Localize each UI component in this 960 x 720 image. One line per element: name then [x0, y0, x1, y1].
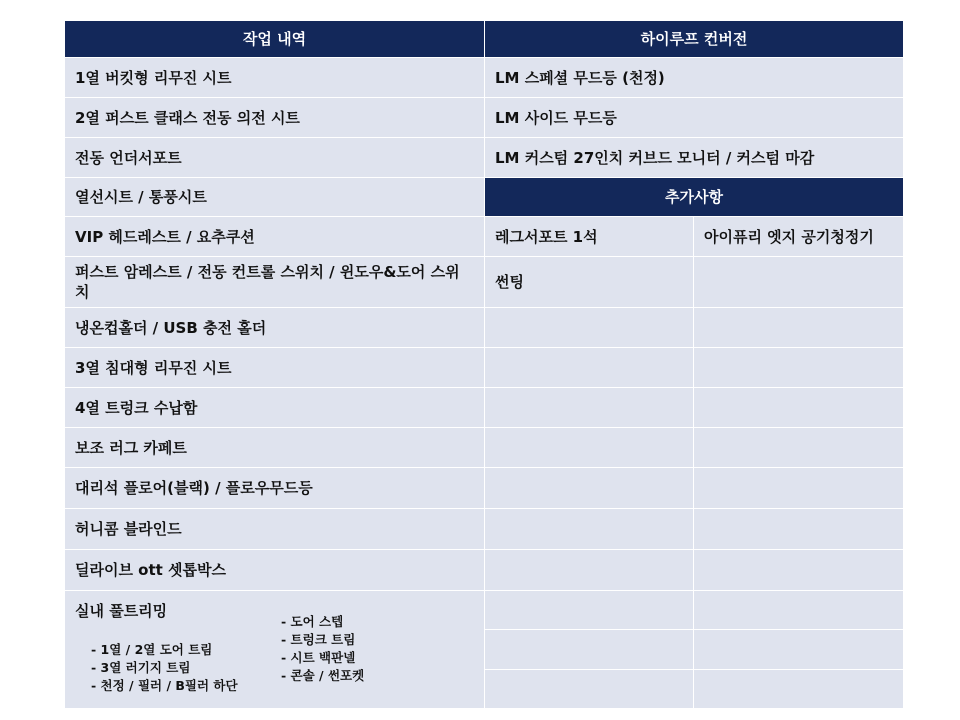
work-item: 4열 트렁크 수납함 — [65, 388, 485, 428]
empty-cell — [485, 591, 694, 630]
empty-cell — [694, 630, 904, 670]
empty-cell — [485, 428, 694, 468]
list-item: - 3열 러기지 트림 — [91, 659, 238, 677]
list-item: - 1열 / 2열 도어 트림 — [91, 641, 238, 659]
work-item: 전동 언더서포트 — [65, 138, 485, 178]
extras-cell: 아이퓨리 엣지 공기청정기 — [694, 217, 904, 257]
empty-cell — [694, 468, 904, 509]
list-item: - 콘솔 / 썬포켓 — [281, 667, 364, 685]
work-item: 딜라이브 ott 셋톱박스 — [65, 550, 485, 591]
empty-cell — [485, 630, 694, 670]
list-item: - 천정 / 필러 / B필러 하단 — [91, 677, 238, 695]
interior-trim-title: 실내 풀트리밍 — [75, 602, 168, 620]
work-item: 대리석 플로어(블랙) / 플로우무드등 — [65, 468, 485, 509]
high-roof-item: LM 스페셜 무드등 (천정) — [485, 58, 904, 98]
empty-cell — [485, 509, 694, 550]
empty-cell — [485, 468, 694, 509]
high-roof-item: LM 커스텀 27인치 커브드 모니터 / 커스텀 마감 — [485, 138, 904, 178]
extras-cell: 썬팅 — [485, 257, 694, 308]
work-item: 3열 침대형 리무진 시트 — [65, 348, 485, 388]
list-item: - 트렁크 트림 — [281, 631, 364, 649]
empty-cell — [485, 348, 694, 388]
interior-trim-list-left — [91, 641, 238, 695]
empty-cell — [694, 308, 904, 348]
empty-cell — [485, 308, 694, 348]
empty-cell — [485, 388, 694, 428]
header-extras: 추가사항 — [485, 178, 904, 217]
high-roof-item: LM 사이드 무드등 — [485, 98, 904, 138]
extras-cell — [694, 257, 904, 308]
empty-cell — [694, 591, 904, 630]
work-table — [64, 20, 904, 709]
header-high-roof: 하이루프 컨버전 — [485, 21, 904, 58]
empty-cell — [694, 509, 904, 550]
work-item: 열선시트 / 통풍시트 — [65, 178, 485, 217]
header-work-items: 작업 내역 — [65, 21, 485, 58]
empty-cell — [694, 348, 904, 388]
interior-trim-list-right — [281, 613, 364, 685]
list-item: - 도어 스텝 — [281, 613, 364, 631]
interior-trim-cell — [65, 591, 485, 709]
work-item: 보조 러그 카페트 — [65, 428, 485, 468]
empty-cell — [694, 550, 904, 591]
work-item: 냉온컵홀더 / USB 충전 홀더 — [65, 308, 485, 348]
empty-cell — [485, 670, 694, 709]
empty-cell — [694, 388, 904, 428]
list-item: - 시트 백판넬 — [281, 649, 364, 667]
work-item: 2열 퍼스트 클래스 전동 의전 시트 — [65, 98, 485, 138]
work-item: 퍼스트 암레스트 / 전동 컨트롤 스위치 / 윈도우&도어 스위치 — [65, 257, 485, 308]
empty-cell — [694, 670, 904, 709]
work-item: VIP 헤드레스트 / 요추쿠션 — [65, 217, 485, 257]
extras-cell: 레그서포트 1석 — [485, 217, 694, 257]
empty-cell — [694, 428, 904, 468]
work-item: 1열 버킷형 리무진 시트 — [65, 58, 485, 98]
work-item: 허니콤 블라인드 — [65, 509, 485, 550]
empty-cell — [485, 550, 694, 591]
